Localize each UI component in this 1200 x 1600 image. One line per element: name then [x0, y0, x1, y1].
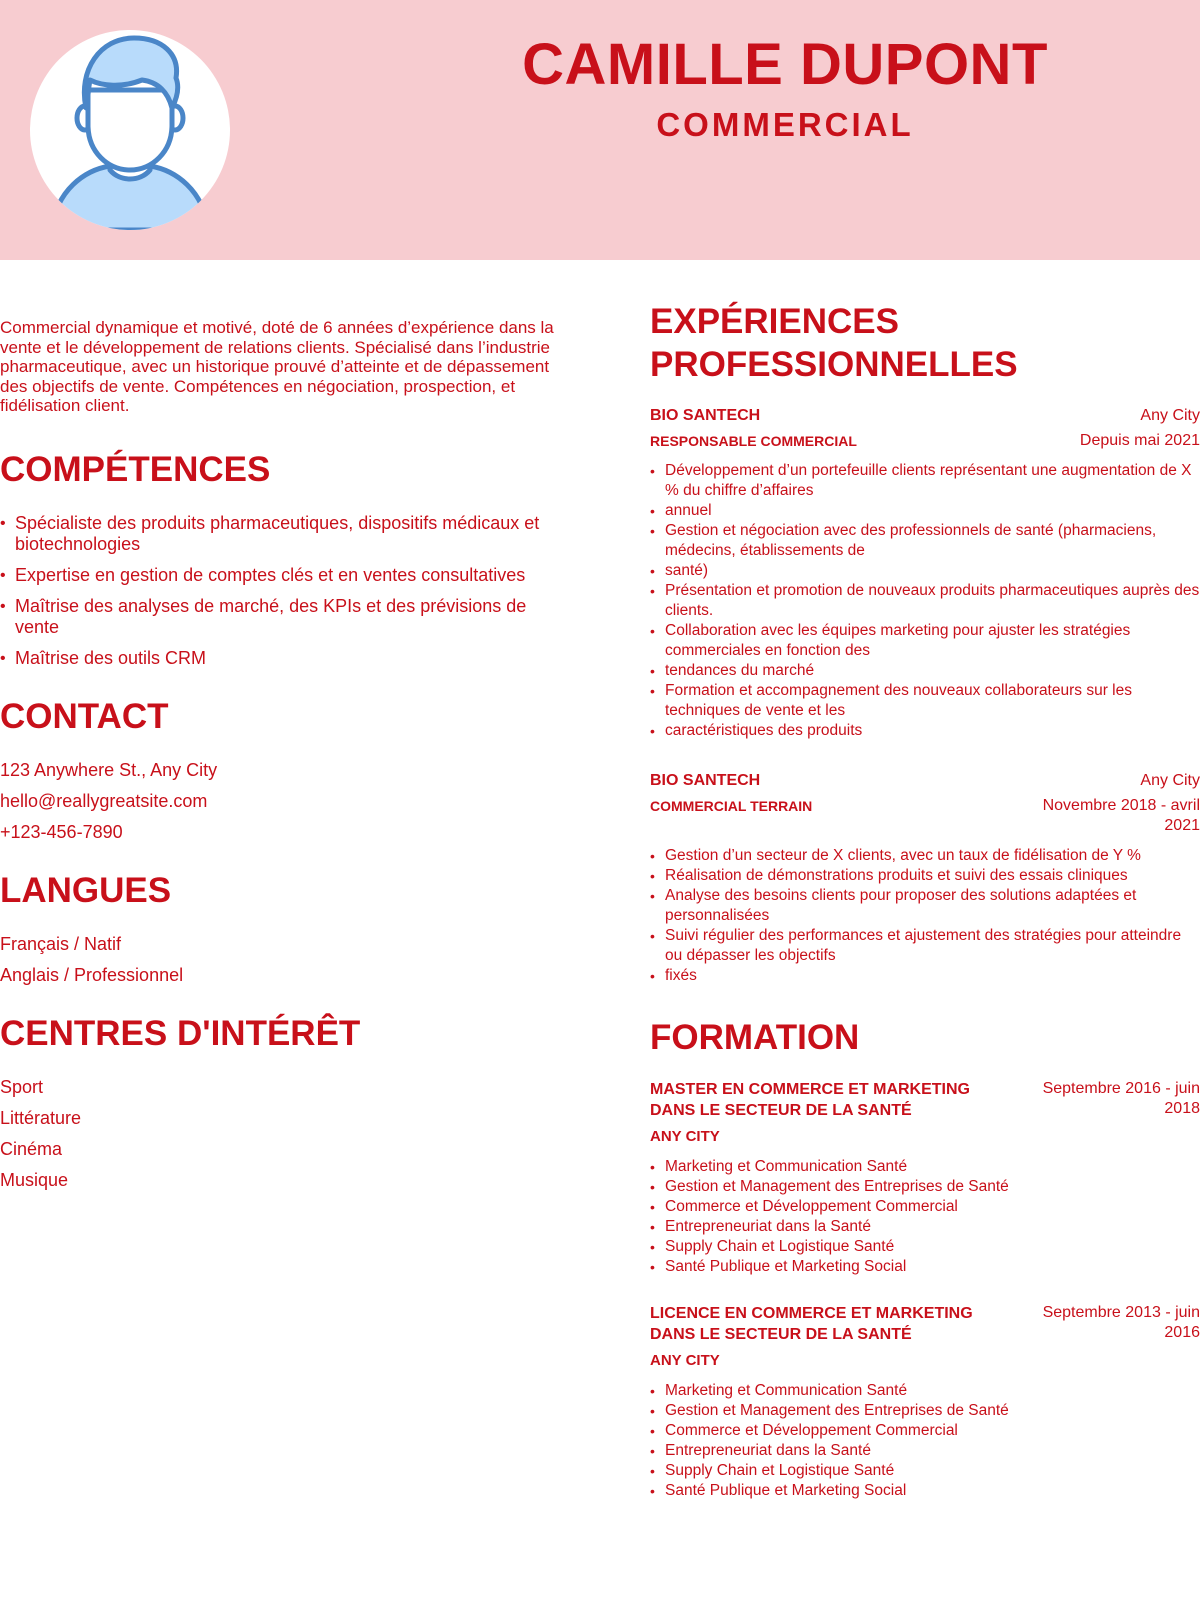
languages-list — [0, 934, 555, 986]
list-item: • Marketing et Communication Santé — [650, 1381, 1200, 1401]
interests-list — [0, 1077, 555, 1191]
skills-list — [0, 513, 555, 669]
languages-heading: LANGUES — [0, 870, 172, 910]
job-city: Any City — [1140, 407, 1200, 424]
person-avatar-icon — [30, 30, 230, 230]
contact-heading: CONTACT — [0, 696, 169, 736]
degree-title: MASTER EN COMMERCE ET MARKETING DANS LE SECTEUR DE LA SANTÉ — [650, 1081, 970, 1119]
list-item: • Supply Chain et Logistique Santé — [650, 1237, 1200, 1257]
avatar — [30, 30, 230, 230]
skills-heading: COMPÉTENCES — [0, 449, 271, 489]
list-item: • Gestion et Management des Entreprises de Santé — [650, 1177, 1200, 1197]
list-item: • fixés — [650, 966, 1200, 986]
list-item: • Réalisation de démonstrations produits et suivi des essais cliniques — [650, 866, 1200, 886]
list-item: Français / Natif — [0, 933, 122, 954]
list-item: • annuel — [650, 501, 1200, 521]
contact-address: 123 Anywhere St., Any City — [0, 759, 218, 780]
list-item: • Commerce et Développement Commercial — [650, 1421, 1200, 1441]
degree-date: Septembre 2016 - juin 2018 — [1042, 1080, 1200, 1117]
list-item: • Entrepreneuriat dans la Santé — [650, 1441, 1200, 1461]
header-banner — [0, 0, 1200, 260]
job-title: RESPONSABLE COMMERCIAL — [650, 433, 857, 449]
list-item: Cinéma — [0, 1138, 63, 1159]
list-item: • santé) — [650, 561, 1200, 581]
job-entry — [650, 771, 1200, 986]
job-entry — [650, 406, 1200, 741]
list-item: • Marketing et Communication Santé — [650, 1157, 1200, 1177]
experience-heading-line2: PROFESSIONNELLES — [650, 345, 1018, 384]
education-heading: FORMATION — [650, 1018, 860, 1057]
list-item: • Expertise en gestion de comptes clés et en ventes consultatives — [0, 565, 555, 586]
list-item: • Commerce et Développement Commercial — [650, 1197, 1200, 1217]
right-column — [650, 300, 1200, 1501]
job-bullets — [650, 846, 1200, 986]
list-item: Anglais / Professionnel — [0, 964, 184, 985]
degree-school: ANY CITY — [650, 1352, 720, 1369]
contact-list — [0, 760, 555, 843]
left-column — [0, 318, 555, 1201]
degree-school: ANY CITY — [650, 1128, 720, 1145]
experience-heading — [650, 300, 1200, 386]
list-item: • Gestion d’un secteur de X clients, avec un taux de fidélisation de Y % — [650, 846, 1200, 866]
degree-bullets — [650, 1157, 1200, 1277]
job-city: Any City — [1140, 772, 1200, 789]
list-item: Musique — [0, 1169, 69, 1190]
contact-phone[interactable]: +123-456-7890 — [0, 821, 123, 842]
degree-date: Septembre 2013 - juin 2016 — [1042, 1304, 1200, 1341]
list-item: • Santé Publique et Marketing Social — [650, 1257, 1200, 1277]
interests-heading: CENTRES D'INTÉRÊT — [0, 1013, 361, 1053]
list-item: • caractéristiques des produits — [650, 721, 1200, 741]
list-item: • Collaboration avec les équipes marketing pour ajuster les stratégies commerciales en fonction des — [650, 621, 1200, 661]
education-entry — [650, 1079, 1200, 1277]
contact-email[interactable]: hello@reallygreatsite.com — [0, 790, 208, 811]
list-item: • Supply Chain et Logistique Santé — [650, 1461, 1200, 1481]
list-item: Sport — [0, 1076, 44, 1097]
list-item: Littérature — [0, 1107, 82, 1128]
list-item: • Maîtrise des outils CRM — [0, 648, 555, 669]
job-title: COMMERCIAL TERRAIN — [650, 798, 813, 814]
list-item: • Gestion et Management des Entreprises de Santé — [650, 1401, 1200, 1421]
list-item: • Suivi régulier des performances et ajustement des stratégies pour atteindre ou dépasser les objectifs — [650, 926, 1200, 966]
list-item: • Spécialiste des produits pharmaceutiques, dispositifs médicaux et biotechnologies — [0, 513, 555, 555]
education-entry — [650, 1303, 1200, 1501]
list-item: • Gestion et négociation avec des professionnels de santé (pharmaciens, médecins, établissements de — [650, 521, 1200, 561]
job-company: BIO SANTECH — [650, 772, 761, 789]
job-date: Depuis mai 2021 — [1079, 432, 1200, 449]
job-bullets — [650, 461, 1200, 741]
list-item: • Développement d’un portefeuille clients représentant une augmentation de X % du chiffre d’affaires — [650, 461, 1200, 501]
job-role: COMMERCIAL — [656, 106, 914, 143]
list-item: • Entrepreneuriat dans la Santé — [650, 1217, 1200, 1237]
list-item: • Présentation et promotion de nouveaux produits pharmaceutiques auprès des clients. — [650, 581, 1200, 621]
person-name: CAMILLE DUPONT — [522, 32, 1048, 97]
degree-title: LICENCE EN COMMERCE ET MARKETING DANS LE SECTEUR DE LA SANTÉ — [650, 1305, 973, 1343]
job-company: BIO SANTECH — [650, 407, 761, 424]
degree-bullets — [650, 1381, 1200, 1501]
job-date: Novembre 2018 - avril 2021 — [1042, 797, 1200, 834]
list-item: • tendances du marché — [650, 661, 1200, 681]
list-item: • Santé Publique et Marketing Social — [650, 1481, 1200, 1501]
list-item: • Maîtrise des analyses de marché, des KPIs et des prévisions de vente — [0, 596, 555, 638]
list-item: • Formation et accompagnement des nouveaux collaborateurs sur les techniques de vente et les — [650, 681, 1200, 721]
profile-summary: Commercial dynamique et motivé, doté de 6 années d’expérience dans la vente et le développement de relations clients. Spécialisé dans l’industrie pharmaceutique, avec un historique prouvé d’atteinte et de dépassement des objectifs de vente. Compétences en négociation, prospection, et fidélisation client. — [0, 318, 554, 415]
list-item: • Analyse des besoins clients pour proposer des solutions adaptées et personnalisées — [650, 886, 1200, 926]
experience-heading-line1: EXPÉRIENCES — [650, 302, 899, 341]
